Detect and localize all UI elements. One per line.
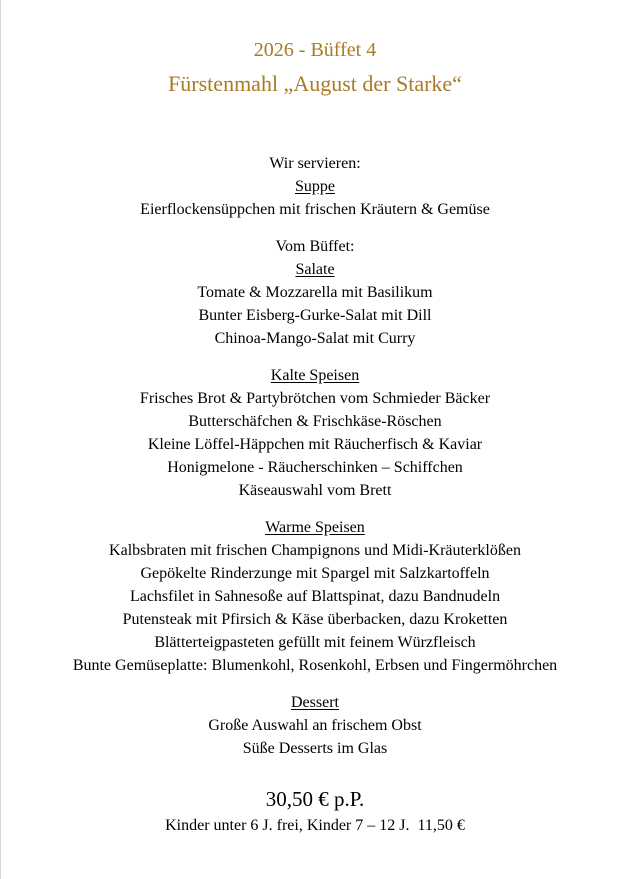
section-dessert [1,691,629,760]
menu-item: Frisches Brot & Partybrötchen vom Schmieder Bäcker [139,390,491,407]
menu-item: Kleine Löffel-Häppchen mit Räucherfisch & Kaviar [147,436,483,453]
section-warme-speisen [1,516,629,677]
menu-item: Große Auswahl an frischem Obst [208,717,422,734]
menu-item: Blätterteigpasteten gefüllt mit feinem Würzfleisch [154,634,476,651]
menu-title-line2: Fürstenmahl „August der Starke“ [168,71,462,96]
section-intro: Vom Büffet: [275,238,355,255]
menu-item: Tomate & Mozzarella mit Basilikum [197,284,433,301]
menu-item: Bunte Gemüseplatte: Blumenkohl, Rosenkohl, Erbsen und Fingermöhrchen [72,657,558,674]
section-heading: Dessert [291,694,339,711]
section-heading: Kalte Speisen [270,367,360,384]
section-intro: Wir servieren: [269,155,361,172]
menu-item: Butterschäfchen & Frischkäse-Röschen [188,413,442,430]
section-salate [1,235,629,350]
menu-title-block [1,0,629,101]
price-per-person: 30,50 € p.P. [265,787,365,811]
menu-item: Gepökelte Rinderzunge mit Spargel mit Salzkartoffeln [140,565,490,582]
menu-item: Süße Desserts im Glas [242,740,388,757]
price-block [1,784,629,837]
menu-item: Bunter Eisberg-Gurke-Salat mit Dill [198,307,432,324]
menu-item: Honigmelone - Räucherschinken – Schiffchen [167,459,463,476]
section-suppe [1,152,629,221]
menu-item: Chinoa-Mango-Salat mit Curry [214,330,416,347]
menu-item: Lachsfilet in Sahnesoße auf Blattspinat, dazu Bandnudeln [129,588,501,605]
section-heading: Suppe [295,178,335,195]
menu-title-line1: 2026 - Büffet 4 [253,39,377,61]
children-price-note: Kinder unter 6 J. frei, Kinder 7 – 12 J. 11,50 € [165,817,465,834]
menu-item: Kalbsbraten mit frischen Champignons und Midi-Kräuterklößen [109,542,521,559]
menu-item: Käseauswahl vom Brett [238,482,392,499]
menu-item: Eierflockensüppchen mit frischen Kräutern & Gemüse [140,201,490,218]
section-heading: Salate [295,261,335,278]
menu-body [1,152,629,837]
section-kalte-speisen [1,364,629,502]
section-heading: Warme Speisen [265,519,365,536]
menu-item: Putensteak mit Pfirsich & Käse überbacken, dazu Kroketten [122,611,508,628]
